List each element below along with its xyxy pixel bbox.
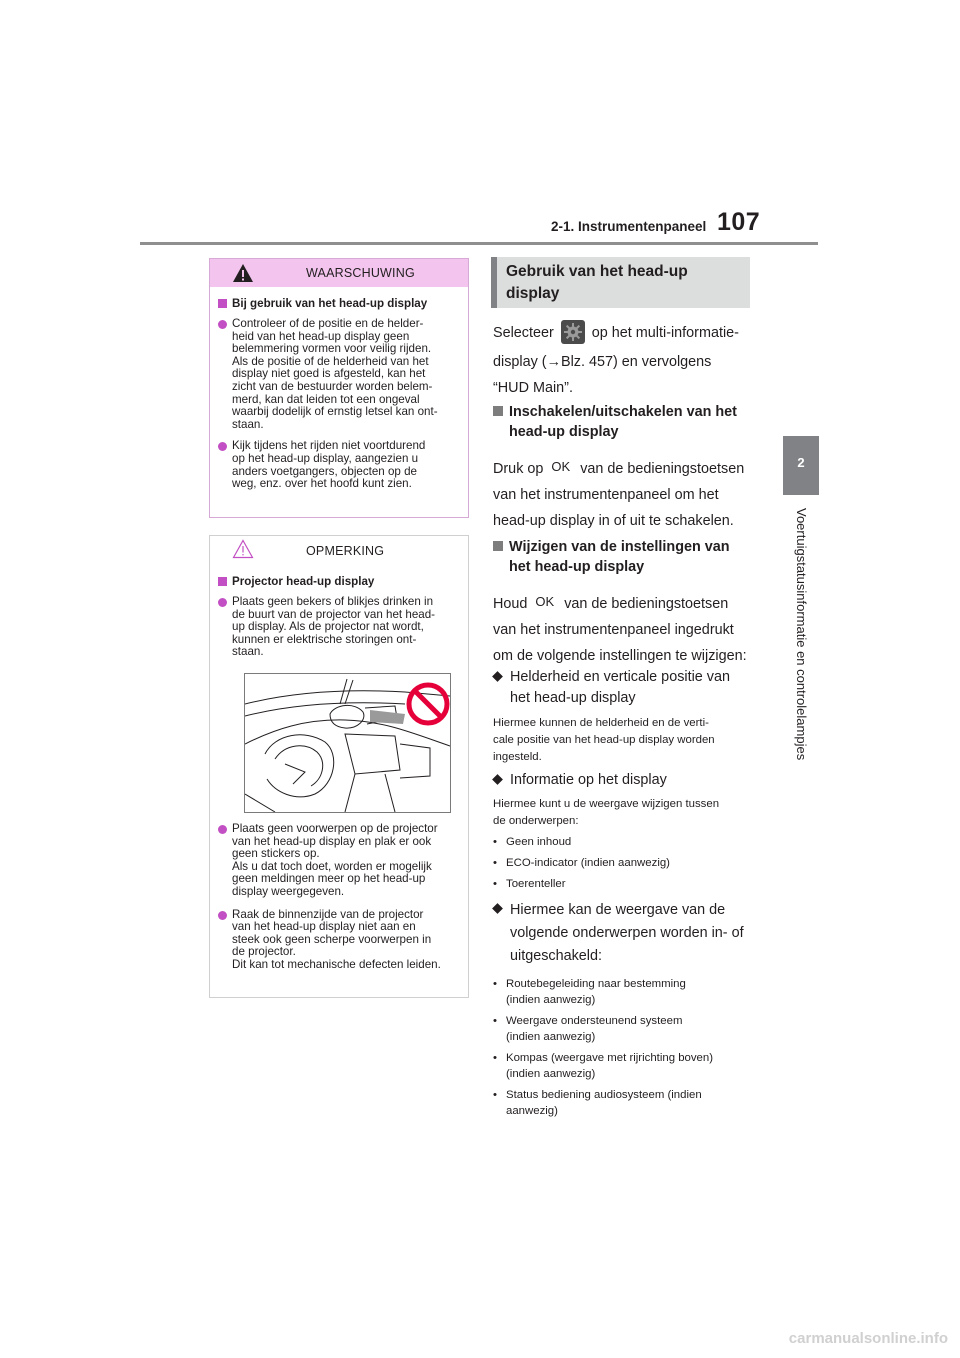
subsection-settings: Wijzigen van de instellingen van het head-up display Houd OK van de bedieningstoetsen van het instrumentenpaneel ingedrukt om de volgende instellingen te wijzigen: xyxy=(493,537,755,669)
note-item: Raak de binnenzijde van de projector van het head-up display niet aan en steek ook geen scherpe voorwerpen in de projector. Dit kan tot mechanische defecten leiden. xyxy=(218,909,460,972)
projector-illustration xyxy=(244,673,451,813)
section-heading: Gebruik van het head-up display xyxy=(506,263,688,302)
caution-outline-icon xyxy=(232,539,254,559)
square-bullet-icon xyxy=(218,299,227,308)
ok-button-icon: OK xyxy=(535,594,555,609)
setting-brightness: Helderheid en verticale positie van het head-up display Hiermee kunnen de helderheid en de verti- cale positie van het head-up display worden ingesteld. xyxy=(493,667,755,766)
square-bullet-icon xyxy=(493,541,503,551)
setting-heading: Informatie op het display xyxy=(493,770,755,791)
list-item: • Status bediening audiosysteem (indien aanwezig) xyxy=(493,1089,702,1117)
note-item: Plaats geen bekers of blikjes drinken in de buurt van de projector van het head- up display. Als de projector nat wordt, kunnen er elektrische storingen ont- staan. xyxy=(218,596,460,659)
diamond-bullet-icon xyxy=(492,671,503,682)
settings-gear-icon xyxy=(561,320,585,344)
list-item: • Kompas (weergave met rijrichting boven) (indien aanwezig) xyxy=(493,1052,714,1080)
list-item: • ECO-indicator (indien aanwezig) xyxy=(493,857,670,869)
square-bullet-icon xyxy=(218,577,227,586)
note-heading: Projector head-up display xyxy=(218,575,460,589)
round-bullet-icon xyxy=(218,320,227,329)
subsection-heading: Wijzigen van de instellingen van het head-up display xyxy=(493,537,755,577)
diamond-bullet-icon xyxy=(492,903,503,914)
setting-heading: Helderheid en verticale positie van het head-up display xyxy=(493,667,755,709)
note-header xyxy=(210,536,468,564)
warning-item: Controleer of de positie en de helder- heid van het head-up display geen belemmering vormen voor veilig rijden. Als de positie of de helderheid van het display niet goed is afgesteld, kan het zicht van de bestuurder worden belem- merd, kan dat leiden tot een ongeval waarbij dodelijk of ernstig letsel kan ont- staan. xyxy=(218,318,460,431)
chapter-tab-label: Voertuigstatusinformatie en controlelampjes xyxy=(794,508,809,761)
warning-box xyxy=(209,258,469,518)
watermark: carmanualsonline.info xyxy=(788,1330,948,1347)
list-item: • Routebegeleiding naar bestemming (indien aanwezig) xyxy=(493,978,686,1006)
round-bullet-icon xyxy=(218,598,227,607)
list-item: • Toerenteller xyxy=(493,878,566,890)
round-bullet-icon xyxy=(218,825,227,834)
section-heading-box xyxy=(491,257,750,308)
square-bullet-icon xyxy=(493,406,503,416)
warning-title: WAARSCHUWING xyxy=(306,266,415,280)
diamond-bullet-icon xyxy=(492,774,503,785)
list-item: • Weergave ondersteunend systeem (indien aanwezig) xyxy=(493,1015,683,1043)
warning-item: Kijk tijdens het rijden niet voortdurend op het head-up display, aangezien u anders voetgangers, objecten op de weg, enz. over het hoofd kunt zien. xyxy=(218,440,460,490)
list-item: • Geen inhoud xyxy=(493,836,572,848)
warning-triangle-icon xyxy=(232,263,254,283)
subsection-toggle: Inschakelen/uitschakelen van het head-up display Druk op OK van de bedieningstoetsen van het instrumentenpaneel om het head-up display in of uit te schakelen. xyxy=(493,402,755,534)
round-bullet-icon xyxy=(218,442,227,451)
warning-header xyxy=(210,259,468,287)
setting-heading: Hiermee kan de weergave van de volgende onderwerpen worden in- of uitgeschakeld: xyxy=(493,899,755,968)
dashboard-projector-image xyxy=(245,674,450,812)
page-ref-arrow-icon: → xyxy=(546,354,561,370)
setting-toggle-items xyxy=(493,899,755,1119)
page-number: 107 xyxy=(717,208,761,236)
note-item: Plaats geen voorwerpen op de projector van het head-up display en plak er ook geen stickers op. Als u dat toch doet, worden er mogelijk geen meldingen meer op het head-up display weergegeven. xyxy=(218,823,460,899)
subsection-heading: Inschakelen/uitschakelen van het head-up display xyxy=(493,402,755,442)
intro-paragraph: Selecteer op het multi-informatie- display (→Blz. 457) en vervolgens “HUD Main”. xyxy=(493,320,755,401)
ok-button-icon: OK xyxy=(551,459,571,474)
note-title: OPMERKING xyxy=(306,544,385,558)
note-box xyxy=(209,535,469,998)
round-bullet-icon xyxy=(218,911,227,920)
setting-display-info: Informatie op het display Hiermee kunt u de weergave wijzigen tussen de onderwerpen: • Geen inhoud • ECO-indicator (indien aanwezig) • Toerenteller xyxy=(493,770,755,892)
warning-heading: Bij gebruik van het head-up display xyxy=(218,297,460,311)
chapter-tab-number: 2 xyxy=(797,455,805,470)
header-divider xyxy=(140,242,818,245)
header-section-title: 2-1. Instrumentenpaneel xyxy=(551,219,707,234)
